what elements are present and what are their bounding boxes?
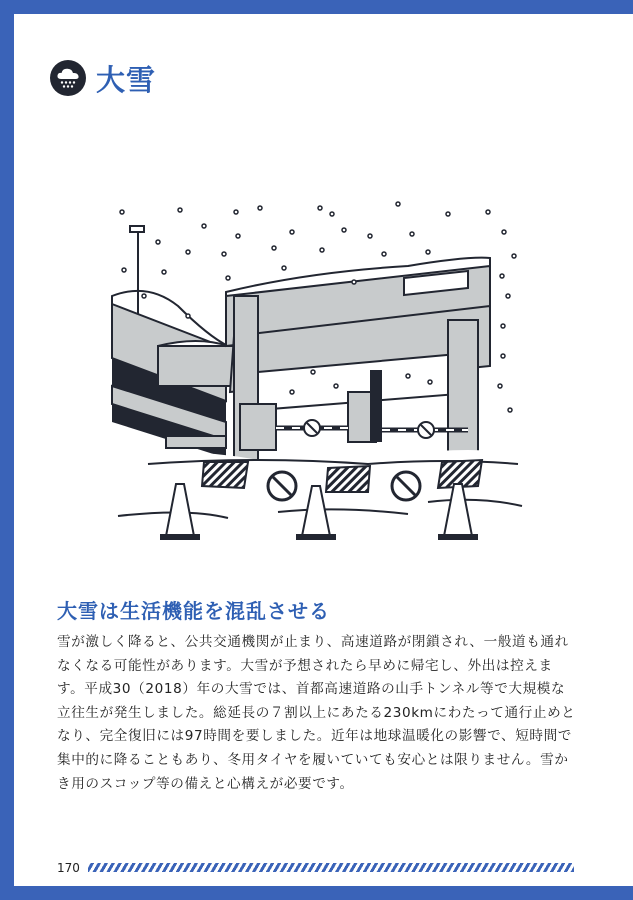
section-title: 大雪は生活機能を混乱させる: [57, 599, 330, 623]
page-frame-left: [0, 0, 14, 900]
page-frame-bottom: [0, 886, 633, 900]
snow-highway-illustration: [108, 196, 528, 552]
page-frame-top: [0, 0, 633, 14]
page-heading: [50, 58, 156, 98]
body-paragraph: 雪が激しく降ると、公共交通機関が止まり、高速道路が閉鎖され、一般道も通れなくなる可能性があります。大雪が予想されたら早めに帰宅し、外出は控えます。平成30（2018）年の大雪では、首都高速道路の山手トンネル等で大規模な立往生が発生しました。総延長の７割以上にあたる230kmにわたって通行止めとなり、完全復旧には97時間を要しました。近年は地球温暖化の影響で、短時間で集中的に降ることもあり、冬用タイヤを履いていても安心とは限りません。雪かき用のスコップ等の備えと心構えが必要です。: [57, 634, 576, 792]
page-number: 170: [57, 861, 80, 875]
page-title: 大雪: [96, 62, 157, 97]
footer-stripes: [88, 863, 574, 872]
snow-cloud-icon: [50, 60, 86, 96]
